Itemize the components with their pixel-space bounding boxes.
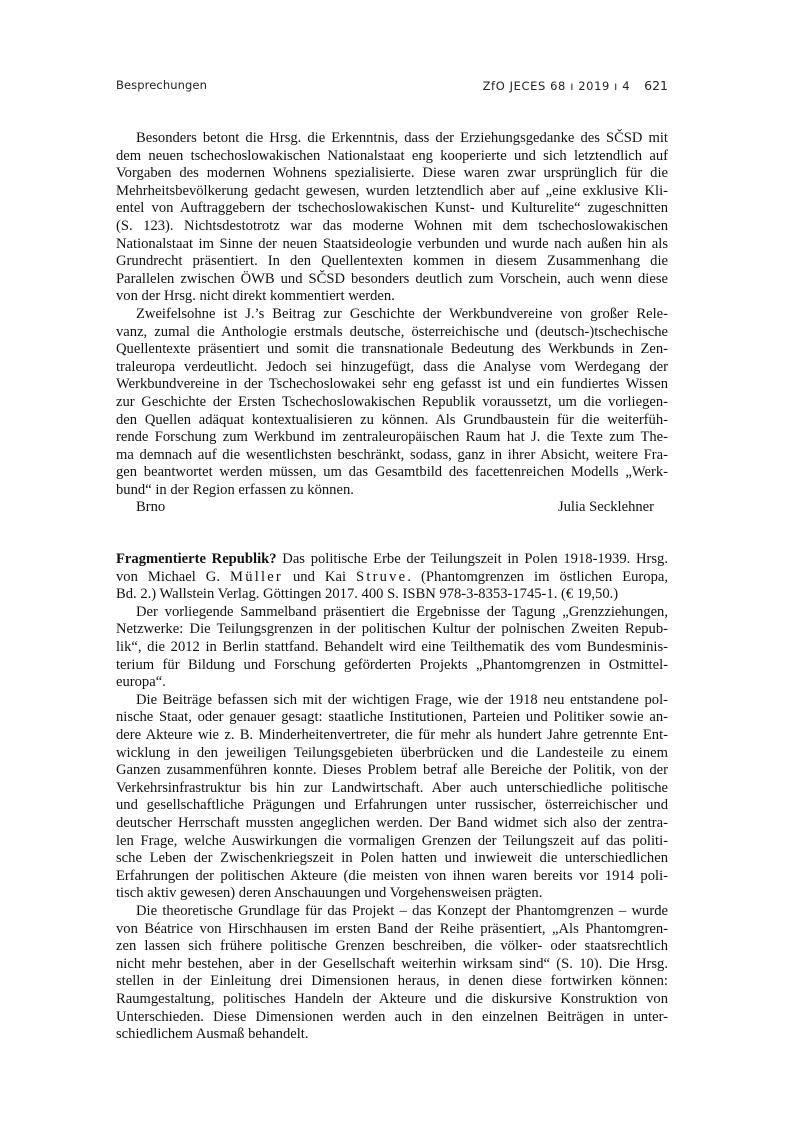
text-line: wicklung in den jeweiligen Teilungsgebieten überbrücken und die Landesteile zu einem	[116, 744, 668, 761]
journal-info	[483, 78, 668, 93]
text-line: europa“.	[116, 674, 166, 691]
text-line: Raumgestaltung, politisches Handeln der Akteure und die diskursive Konstruktion von	[116, 990, 668, 1007]
review-signature	[116, 499, 668, 517]
review-text	[116, 130, 668, 1044]
review-1	[116, 130, 668, 499]
text-line: Parallelen zwischen ÖWB und SČSD besonders deutlich zum Vorschein, auch wenn diese	[116, 270, 668, 287]
text-line: lik“, die 2012 in Berlin stattfand. Behandelt wird eine Teilthematik des vom Bundesminis-	[116, 639, 668, 656]
section-title: Besprechungen	[116, 78, 207, 92]
journal-issue: ZfO JECES 68 ı 2019 ı 4	[482, 79, 631, 93]
text-line: traleuropa verdeutlicht. Jedoch sei hinzugefügt, dass die Analyse vom Werdegang der	[116, 358, 668, 375]
review-place: Brno	[136, 499, 166, 516]
text-line: nische Staat, oder genauer gesagt: staatliche Institutionen, Parteien und Politiker sowie an-	[116, 709, 668, 726]
text-line: dere Akteure wie z. B. Minderheitenvertreter, die für mehr als hundert Jahre getrennte Ent-	[116, 727, 668, 743]
paragraph	[116, 306, 668, 500]
text-line: len Frage, welche Auswirkungen die vormaligen Grenzen der Teilungszeit auf das politi-	[116, 832, 668, 849]
review-2	[116, 604, 668, 1044]
review-separator	[116, 517, 668, 551]
text-line: deutscher Herrschaft mussten angeglichen werden. Der Band widmet sich also der zentra-	[116, 814, 668, 831]
text-line: gen beantwortet werden müssen, um das Gesamtbild des facettenreichen Modells „Werk-	[116, 464, 668, 481]
text-line: rende Forschung zum Werkbund im zentraleuropäischen Raum hat J. die Texte zum The-	[116, 429, 668, 446]
text-line: sche Leben der Zwischenkriegszeit in Polen hatten und inwieweit die unterschiedlichen	[116, 850, 668, 867]
text-line: Die Beiträge befassen sich mit der wichtigen Frage, wie der 1918 neu entstandene pol-	[136, 691, 668, 708]
text-line: Werkbundvereine in der Tschechoslowakei sehr eng gefasst ist und ein fundiertes Wissen	[116, 376, 668, 393]
text-line: vanz, zumal die Anthologie erstmals deutsche, österreichische und (deutsch-)tschechische	[116, 323, 668, 340]
text-line: entel von Auftraggebern der tschechoslowakischen Kunst- und Kulturelite“ zugeschnitten	[116, 200, 668, 217]
running-header	[116, 78, 668, 96]
text-line: Ganzen zusammenführen konnte. Dieses Problem betraf alle Bereiche der Politik, von der	[116, 762, 668, 779]
text-line: Erfahrungen der politischen Akteure (die meisten von ihnen waren bereits vor 1914 poli-	[116, 867, 668, 884]
text-line: dem neuen tschechoslowakischen Nationalstaat eng kooperierte und sich letztendlich auf	[116, 147, 668, 164]
text-line: stellen in der Einleitung drei Dimensionen heraus, in denen diese fortwirken können:	[116, 973, 668, 990]
paragraph	[116, 604, 668, 692]
bibliographic-entry	[116, 551, 668, 604]
text-line: von Béatrice von Hirschhausen im ersten Band der Reihe präsentiert, „Als Phantomgren-	[116, 920, 668, 937]
text-line: tisch aktiv gewesen) deren Anschauungen und Vorgehensweisen prägten.	[116, 885, 543, 902]
text-line: und gesellschaftliche Prägungen und Erfahrungen unter russischer, österreichischer und	[116, 797, 668, 814]
paragraph	[116, 903, 668, 1044]
text-line: Besonders betont die Hrsg. die Erkenntnis, dass der Erziehungsgedanke des SČSD mit	[136, 130, 668, 146]
bib-line: von Michael G. Müller und Kai Struve. (Phantomgrenzen im östlichen Europa,	[116, 568, 668, 585]
paragraph	[116, 130, 668, 306]
text-line: von der Hrsg. nicht direkt kommentiert werden.	[116, 288, 395, 305]
paragraph	[116, 692, 668, 903]
text-line: Vorgaben des modernen Wohnens spezialisierte. Diese waren zwar ursprünglich für die	[116, 165, 668, 182]
text-line: zur Geschichte der Ersten Tschechoslowakischen Republik voraussetzt, um die vorliegen-	[116, 393, 668, 410]
text-line: Unterschieden. Diese Dimensionen werden auch in den einzelnen Beiträgen in unter-	[116, 1008, 668, 1025]
text-line: Quellentexte präsentiert und somit die transnationale Bedeutung des Werkbunds in Zen-	[116, 341, 668, 358]
text-line: den Quellen adäquat kontextualisieren zu können. Als Grundbaustein für die weiterfüh-	[116, 411, 668, 428]
text-line: nicht mehr bestehen, aber in der Gesellschaft weiterhin wirksam sind“ (S. 10). Die Hrsg.	[116, 955, 668, 972]
text-line: Netzwerke: Die Teilungsgrenzen in der politischen Kultur der polnischen Zweiten Repub-	[116, 621, 668, 638]
bib-line: Fragmentierte Republik? Das politische Erbe der Teilungszeit in Polen 1918-1939. Hrsg.	[116, 551, 669, 568]
book-title: Fragmentierte Republik?	[116, 551, 277, 568]
editor-surname: Struve	[356, 568, 408, 585]
text-line: (S. 123). Nichtsdestotrotz war das moderne Wohnen mit dem tschechoslowakischen	[116, 217, 668, 234]
text-line: Nationalstaat im Sinne der neuen Staatsideologie verbunden und wurde nach außen hin als	[116, 235, 668, 252]
text-line: ma demnach auf die wesentlichsten beschränkt, sodass, ganz in ihrer Absicht, weitere Fra-	[116, 446, 668, 463]
text-line: bund“ in der Region erfassen zu können.	[116, 481, 354, 498]
text-line: Grundrecht präsentiert. In den Quellentexten kommen in diesem Zusammenhang die	[116, 253, 668, 270]
reviewer-name: Julia Secklehner	[557, 499, 654, 516]
text-line: Der vorliegende Sammelband präsentiert die Ergebnisse der Tagung „Grenzziehungen,	[136, 603, 668, 620]
text-line: zen lassen sich frühere politische Grenzen beschreiben, die völker- oder staatsrechtlich	[116, 938, 668, 955]
editor-surname: Müller	[230, 568, 283, 585]
text-line: schiedlichem Ausmaß behandelt.	[116, 1026, 309, 1043]
text-line: terium für Bildung und Forschung geförderten Projekts „Phantomgrenzen in Ostmittel-	[116, 656, 668, 673]
text-line: Zweifelsohne ist J.’s Beitrag zur Geschichte der Werkbundvereine von großer Rele-	[136, 305, 668, 322]
text-line: Die theoretische Grundlage für das Projekt – das Konzept der Phantomgrenzen – wurde	[136, 902, 668, 919]
page-number: 621	[644, 78, 668, 93]
text-line: Verkehrsinfrastruktur bis hin zur Landwirtschaft. Aber auch unterschiedliche politische	[116, 779, 668, 796]
bib-line: Bd. 2.) Wallstein Verlag. Göttingen 2017. 400 S. ISBN 978-3-8353-1745-1. (€ 19,50.)	[116, 586, 619, 603]
text-line: Mehrheitsbevölkerung gedacht gewesen, wurden letztendlich aber auf „eine exklusive Kli-	[116, 182, 668, 199]
